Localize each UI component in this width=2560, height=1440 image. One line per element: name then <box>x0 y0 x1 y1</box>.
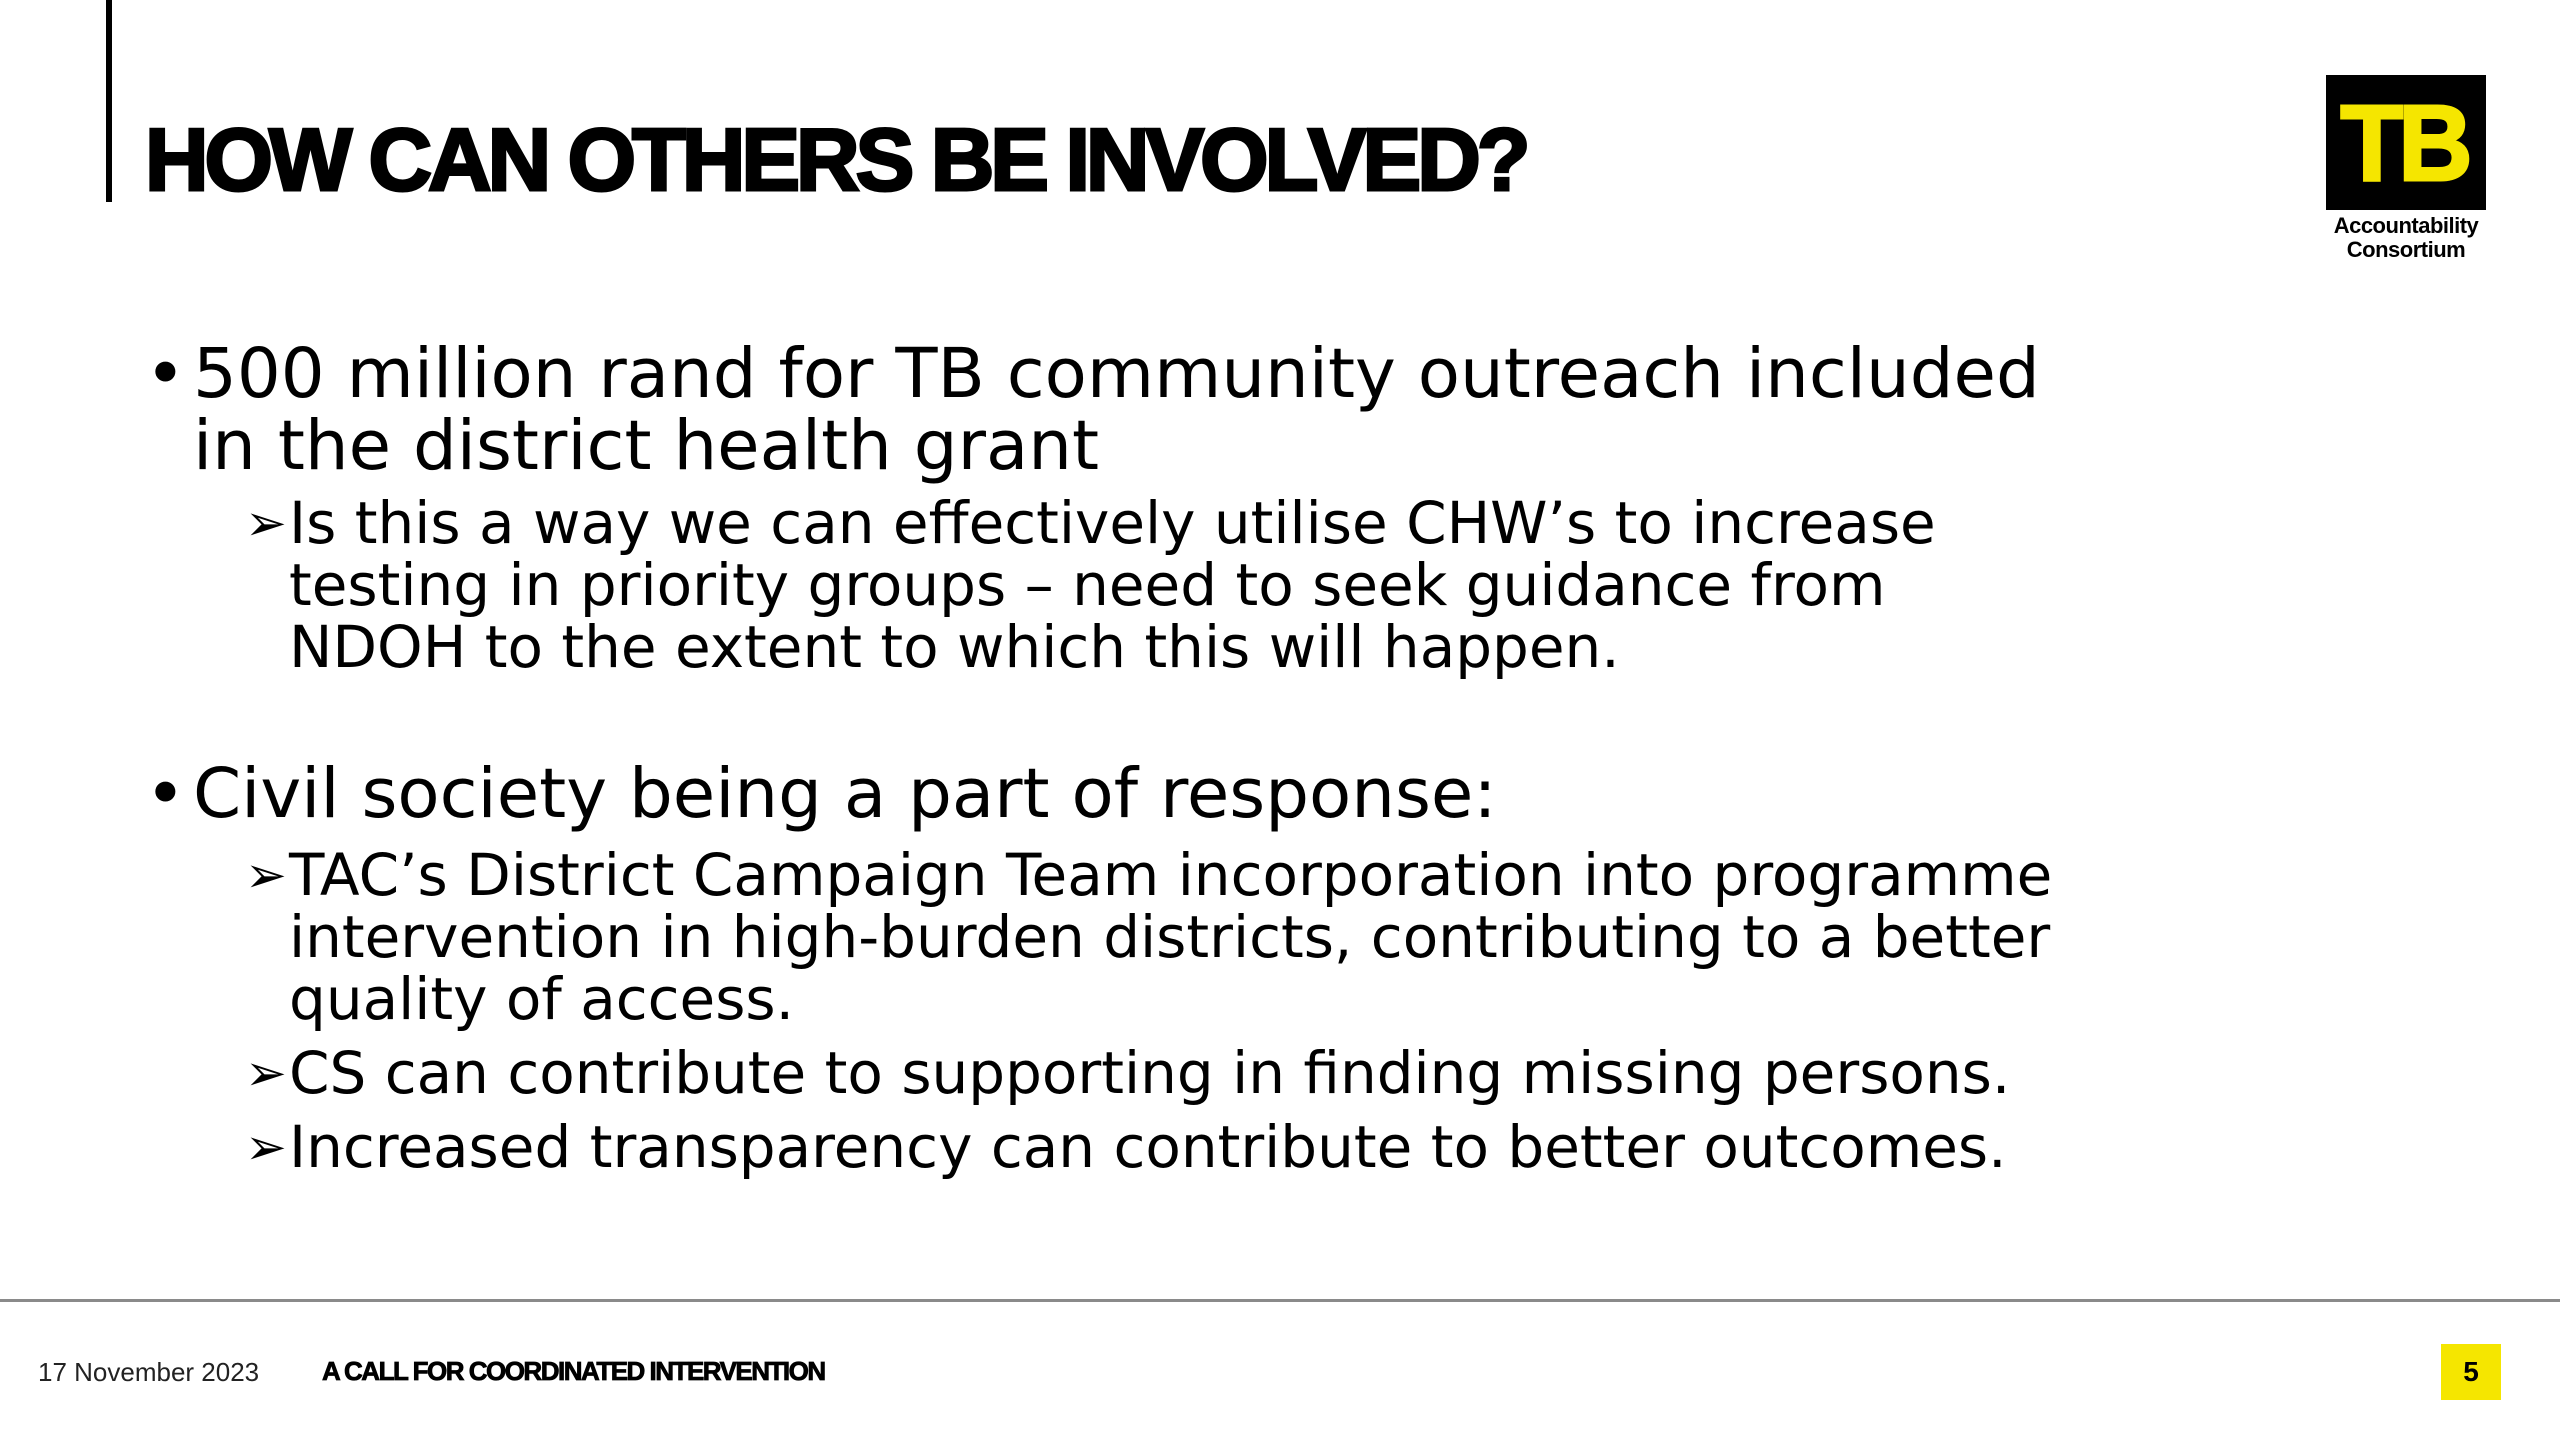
sub-item-missing-persons <box>245 1039 2145 1107</box>
title-accent-bar <box>106 0 112 202</box>
bullet-dot: • <box>145 754 186 834</box>
slide-content <box>145 334 2145 1181</box>
logo-caption-line2: Consortium <box>2346 237 2466 262</box>
sub-list-civil-society <box>245 841 2145 1181</box>
bullet-dot: • <box>145 334 186 414</box>
arrow-bullet-icon: ➢ <box>245 846 287 904</box>
arrow-bullet-icon: ➢ <box>245 1044 287 1102</box>
footer-date: 17 November 2023 <box>38 1357 260 1387</box>
slide-title: HOW CAN OTHERS BE INVOLVED? <box>145 110 1527 209</box>
arrow-bullet-icon: ➢ <box>245 1118 287 1176</box>
sub-item-text-line: intervention in high-burden districts, contributing to a better <box>289 903 2051 971</box>
logo-box <box>2326 75 2486 210</box>
sub-item-chw-testing <box>245 489 2145 681</box>
bullet-outreach-funding <box>145 334 2145 486</box>
bullet-text-line: Civil society being a part of response: <box>193 754 1497 834</box>
bullet-text-line: 500 million rand for TB community outreach included <box>193 334 2040 414</box>
sub-item-text-line: CS can contribute to supporting in finding missing persons. <box>289 1039 2011 1107</box>
logo-caption <box>2326 214 2486 262</box>
tb-accountability-logo <box>2326 75 2486 262</box>
arrow-bullet-icon: ➢ <box>245 494 287 552</box>
logo-caption-line1: Accountability <box>2333 213 2479 238</box>
sub-item-transparency <box>245 1113 2145 1181</box>
sub-item-tac-campaign <box>245 841 2145 1033</box>
footer-divider <box>0 1299 2560 1302</box>
sub-item-text-line: testing in priority groups – need to seek guidance from <box>289 551 1886 619</box>
sub-list-outreach <box>245 489 2145 681</box>
bullet-text-line: in the district health grant <box>193 406 1100 486</box>
sub-item-text-line: Increased transparency can contribute to better outcomes. <box>289 1113 2007 1181</box>
sub-item-text-line: TAC’s District Campaign Team incorporation into programme <box>289 841 2053 909</box>
sub-item-text-line: Is this a way we can effectively utilise CHW’s to increase <box>289 489 1936 557</box>
logo-mark: TB <box>2340 81 2468 203</box>
sub-item-text-line: quality of access. <box>289 965 795 1033</box>
footer-tagline: A CALL FOR COORDINATED INTERVENTION <box>322 1356 825 1386</box>
sub-item-text-line: NDOH to the extent to which this will happen. <box>289 613 1620 681</box>
bullet-civil-society <box>145 754 2145 834</box>
page-number-badge: 5 <box>2441 1344 2501 1400</box>
